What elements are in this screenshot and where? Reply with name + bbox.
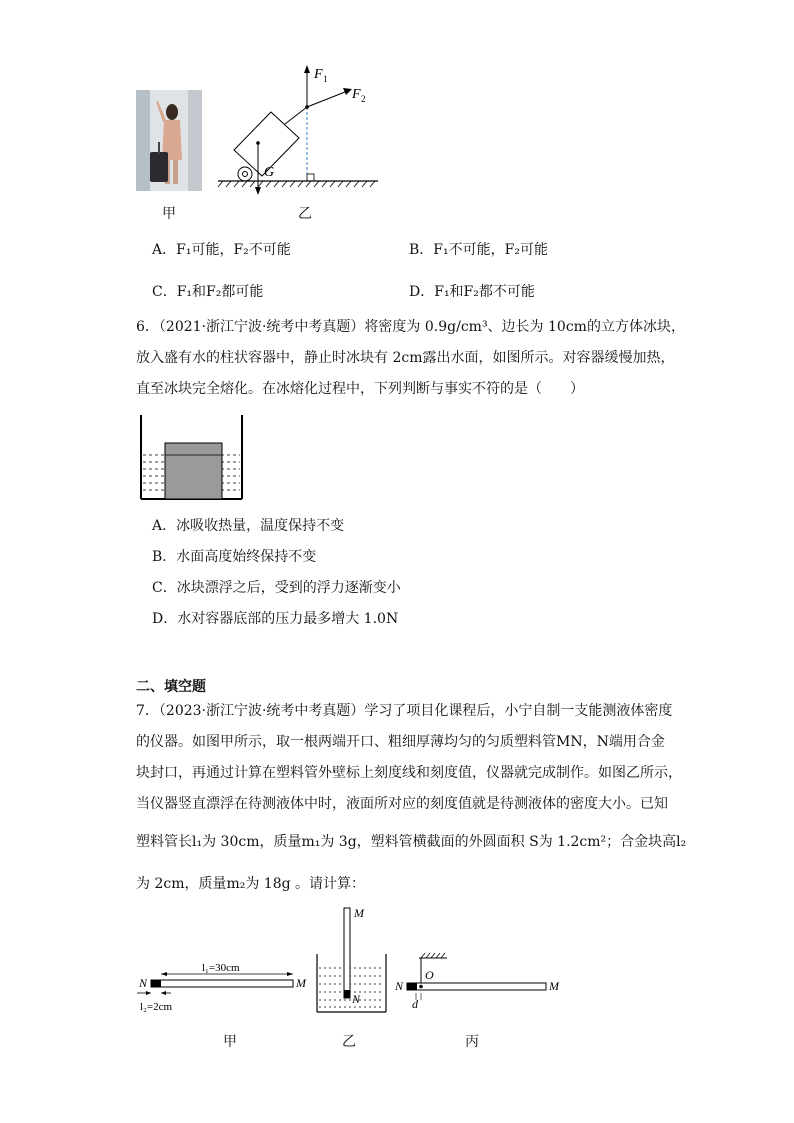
q5-option-b[interactable]: B．F₁不可能，F₂可能 <box>409 242 548 258</box>
q7-caption-jia: 甲 <box>223 1034 237 1050</box>
q6-stem-line1: 6．（2021·浙江宁波·统考中考真题）将密度为 0.9g/cm³、边长为 10cm的立方体冰块， <box>136 319 685 335</box>
svg-text:N: N <box>395 979 404 993</box>
q5-option-a[interactable]: A．F₁可能，F₂不可能 <box>152 242 291 258</box>
q7-stem-line2: 的仪器。如图甲所示，取一根两端开口、粗细厚薄均匀的匀质塑料管MN，N端用合金 <box>136 734 665 750</box>
q6-stem-line2: 放入盛有水的柱状容器中，静止时冰块有 2cm露出水面，如图所示。对容器缓慢加热， <box>136 350 675 366</box>
svg-text:1: 1 <box>323 74 328 84</box>
q7-stem-line1: 7．（2023·浙江宁波·统考中考真题）学习了项目化课程后，小宁自制一支能测液体密度 <box>136 703 673 719</box>
q7-caption-bing: 丙 <box>465 1034 479 1050</box>
q5-option-c[interactable]: C．F₁和F₂都可能 <box>152 284 264 300</box>
q6-stem-line3: 直至冰块完全熔化。在冰熔化过程中，下列判断与事实不符的是（ ） <box>136 381 584 397</box>
q5-option-d[interactable]: D．F₁和F₂都不可能 <box>409 284 535 300</box>
q7-stem-line4: 当仪器竖直漂浮在待测液体中时，液面所对应的刻度值就是待测液体的密度大小。已知 <box>136 796 668 812</box>
svg-text:M: M <box>549 979 559 993</box>
alloy-block <box>151 980 161 987</box>
q7-caption-yi: 乙 <box>342 1034 356 1050</box>
suitcase-force-diagram <box>215 62 385 197</box>
q6-option-b[interactable]: B．水面高度始终保持不变 <box>152 549 317 565</box>
l1-label: l₁=30cm <box>202 962 240 974</box>
f2-arrow <box>343 88 352 95</box>
f2-label: F <box>352 87 361 102</box>
svg-text:M: M <box>296 976 306 990</box>
wheel <box>238 167 252 181</box>
gravity-arrow <box>255 187 261 195</box>
tube-figure-bing <box>392 952 572 1010</box>
section-title: 二、填空题 <box>136 679 206 695</box>
svg-text:M: M <box>354 906 364 920</box>
q6-option-d[interactable]: D．水对容器底部的压力最多增大 1.0N <box>152 611 399 627</box>
suitcase-photo <box>136 90 202 191</box>
l2-label: l₂=2cm <box>140 1001 173 1013</box>
svg-text:d: d <box>412 997 418 1010</box>
ice-cube-container-figure <box>138 413 246 501</box>
q7-stem-line3: 块封口，再通过计算在塑料管外壁标上刻度线和刻度值，仪器就完成制作。如图乙所示， <box>136 765 682 781</box>
svg-text:2: 2 <box>361 94 366 104</box>
g-label: G <box>264 165 275 180</box>
fig-caption-jia: 甲 <box>162 206 176 222</box>
svg-text:N: N <box>352 992 361 1006</box>
fig-caption-yi: 乙 <box>298 206 312 222</box>
q6-option-a[interactable]: A．冰吸收热量，温度保持不变 <box>152 518 345 534</box>
svg-text:N: N <box>139 976 148 990</box>
tube-figure-yi <box>312 904 392 1016</box>
f1-arrow <box>304 65 310 73</box>
svg-text:O: O <box>425 968 434 982</box>
q6-option-c[interactable]: C．冰块漂浮之后，受到的浮力逐渐变小 <box>152 580 401 596</box>
tube-figure-jia <box>134 958 314 1018</box>
ice-cube <box>165 443 222 499</box>
q7-stem-line5: 塑料管长l₁为 30cm，质量m₁为 3g，塑料管横截面的外圆面积 S为 1.2cm²；合金块高l₂ <box>136 834 687 850</box>
f1-label: F <box>314 67 323 82</box>
suitcase-handle <box>285 107 307 124</box>
q7-stem-line6: 为 2cm，质量m₂为 18g 。请计算： <box>136 876 366 892</box>
